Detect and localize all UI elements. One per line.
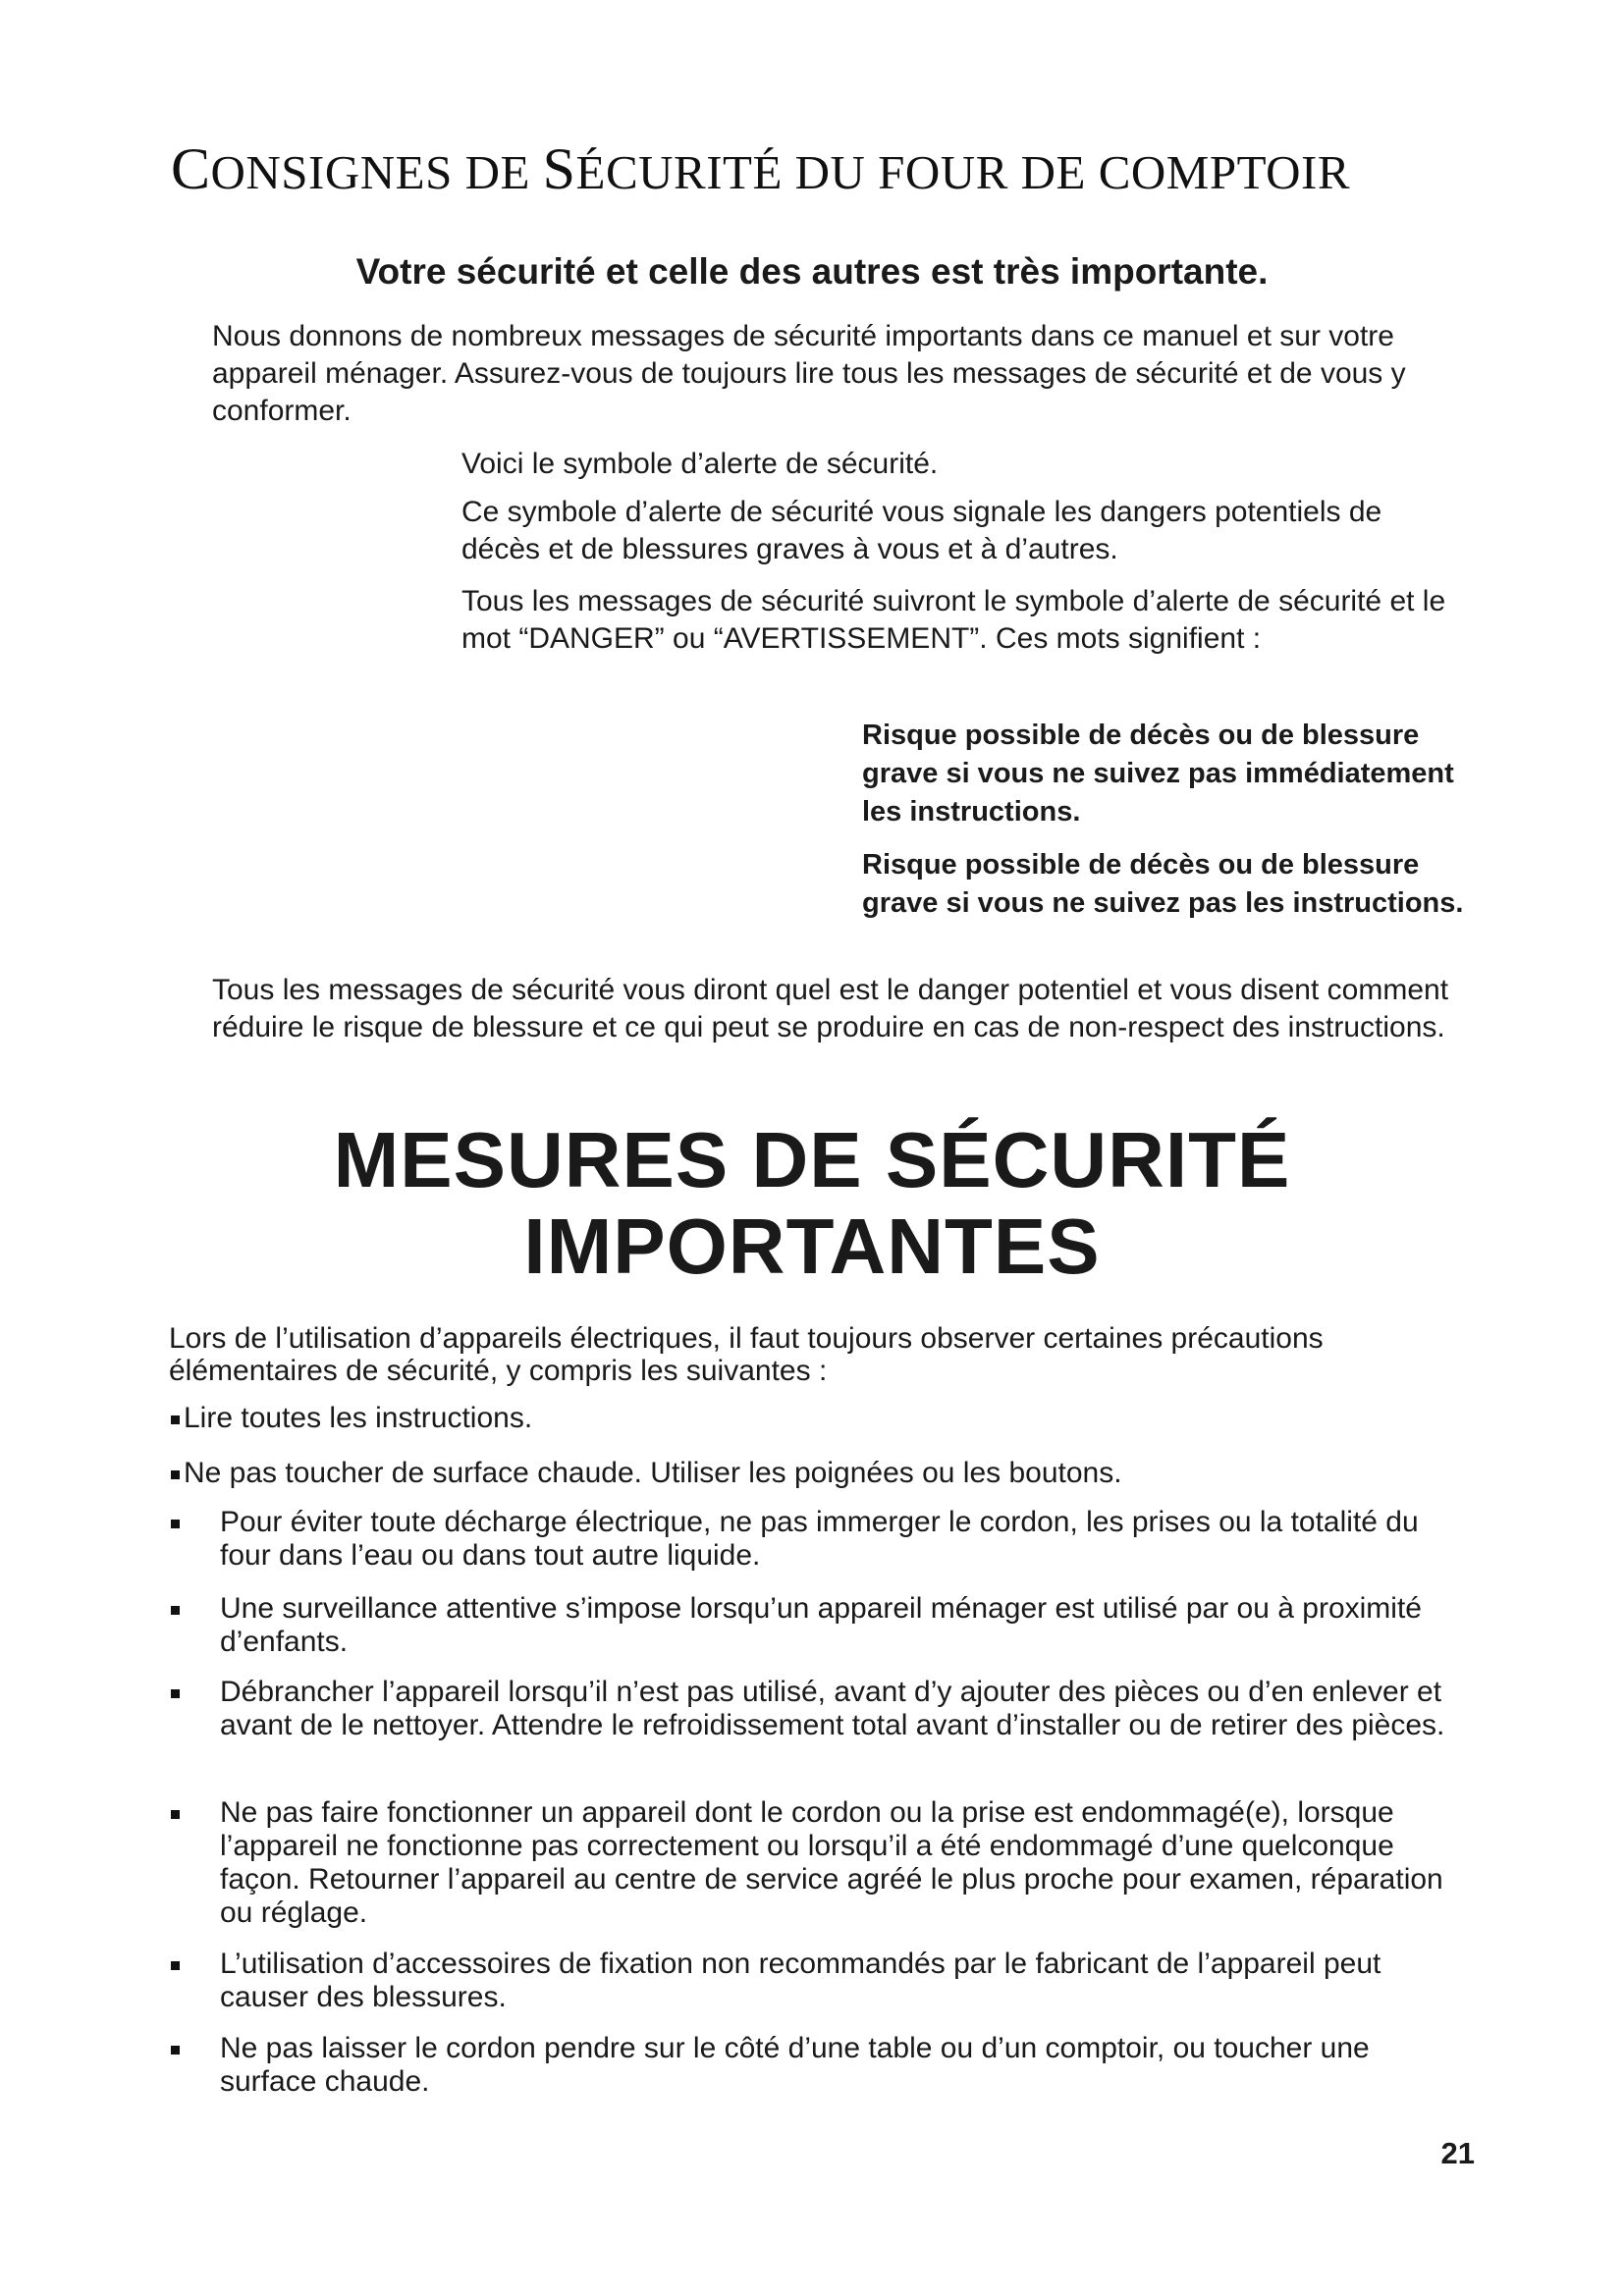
list-item: Ne pas faire fonctionner un appareil dont le cordon ou la prise est endommagé(e), lorsque l’appareil ne fonctionne pas correctement ou lorsqu’il a été endommagé d’une quelconque façon. Retourner l’appareil au centre de service agréé le plus proche pour examen, réparation ou réglage. xyxy=(171,1796,1467,1930)
bullet-square-icon xyxy=(171,1470,180,1479)
list-item: Ne pas toucher de surface chaude. Utiliser les poignées ou les boutons. xyxy=(171,1457,1467,1490)
list-item: Ne pas laisser le cordon pendre sur le côté d’une table ou d’un comptoir, ou toucher une surface chaude. xyxy=(171,2032,1447,2099)
safety-symbol-line: Voici le symbole d’alerte de sécurité. xyxy=(461,448,939,480)
bullet-square-icon xyxy=(171,2046,180,2055)
safeguards-title-line2: IMPORTANTES xyxy=(523,1202,1101,1290)
page-title: CONSIGNES DE SÉCURITÉ DU FOUR DE COMPTOIR xyxy=(171,136,1351,201)
safety-subtitle: Votre sécurité et celle des autres est très importante. xyxy=(355,251,1269,292)
safeguards-intro: Lors de l’utilisation d’appareils électriques, il faut toujours observer certaines précautions élémentaires de sécurité, y compris les suivantes : xyxy=(169,1322,1324,1387)
safeguards-title xyxy=(0,1117,1624,1290)
bullet-square-icon xyxy=(171,1520,180,1528)
signal-words-description: Tous les messages de sécurité suivront le symbole d’alerte de sécurité et le mot “DANGER” ou “AVERTISSEMENT”. Ces mots signifient : xyxy=(461,585,1446,655)
intro-paragraph: Nous donnons de nombreux messages de sécurité importants dans ce manuel et sur votre appareil ménager. Assurez-vous de toujours lire tous les messages de sécurité et de vous y conformer. xyxy=(212,320,1406,427)
bullet-square-icon xyxy=(171,1415,180,1424)
list-item: Pour éviter toute décharge électrique, ne pas immerger le cordon, les prises ou la totalité du four dans l’eau ou dans tout autre liquide. xyxy=(171,1506,1447,1573)
safeguards-title-line1: MESURES DE SÉCURITÉ xyxy=(333,1116,1291,1203)
bullet-square-icon xyxy=(171,1606,180,1615)
safety-symbol-description: Ce symbole d’alerte de sécurité vous signale les dangers potentiels de décès et de blessures graves à vous et à d’autres. xyxy=(461,496,1382,565)
warning-signal-text: Risque possible de décès ou de blessure grave si vous ne suivez pas les instructions. xyxy=(862,849,1464,919)
list-item: Une surveillance attentive s’impose lorsqu’un appareil ménager est utilisé par ou à proximité d’enfants. xyxy=(171,1592,1447,1659)
bullet-square-icon xyxy=(171,1810,180,1819)
hazard-explanation-paragraph: Tous les messages de sécurité vous diront quel est le danger potentiel et vous disent comment réduire le risque de blessure et ce qui peut se produire en cas de non-respect des instructions. xyxy=(212,974,1449,1043)
list-item: L’utilisation d’accessoires de fixation non recommandés par le fabricant de l’appareil peut causer des blessures. xyxy=(171,1948,1447,2014)
list-item: Lire toutes les instructions. xyxy=(171,1402,1467,1435)
danger-signal-text: Risque possible de décès ou de blessure grave si vous ne suivez pas immédiatement les instructions. xyxy=(862,720,1454,828)
bullet-square-icon xyxy=(171,1961,180,1970)
list-item: Débrancher l’appareil lorsqu’il n’est pas utilisé, avant d’y ajouter des pièces ou d’en enlever et avant de le nettoyer. Attendre le refroidissement total avant d’installer ou de retirer des pièces. xyxy=(171,1676,1447,1742)
bullet-square-icon xyxy=(171,1689,180,1698)
page-number: 21 xyxy=(1440,2136,1475,2170)
